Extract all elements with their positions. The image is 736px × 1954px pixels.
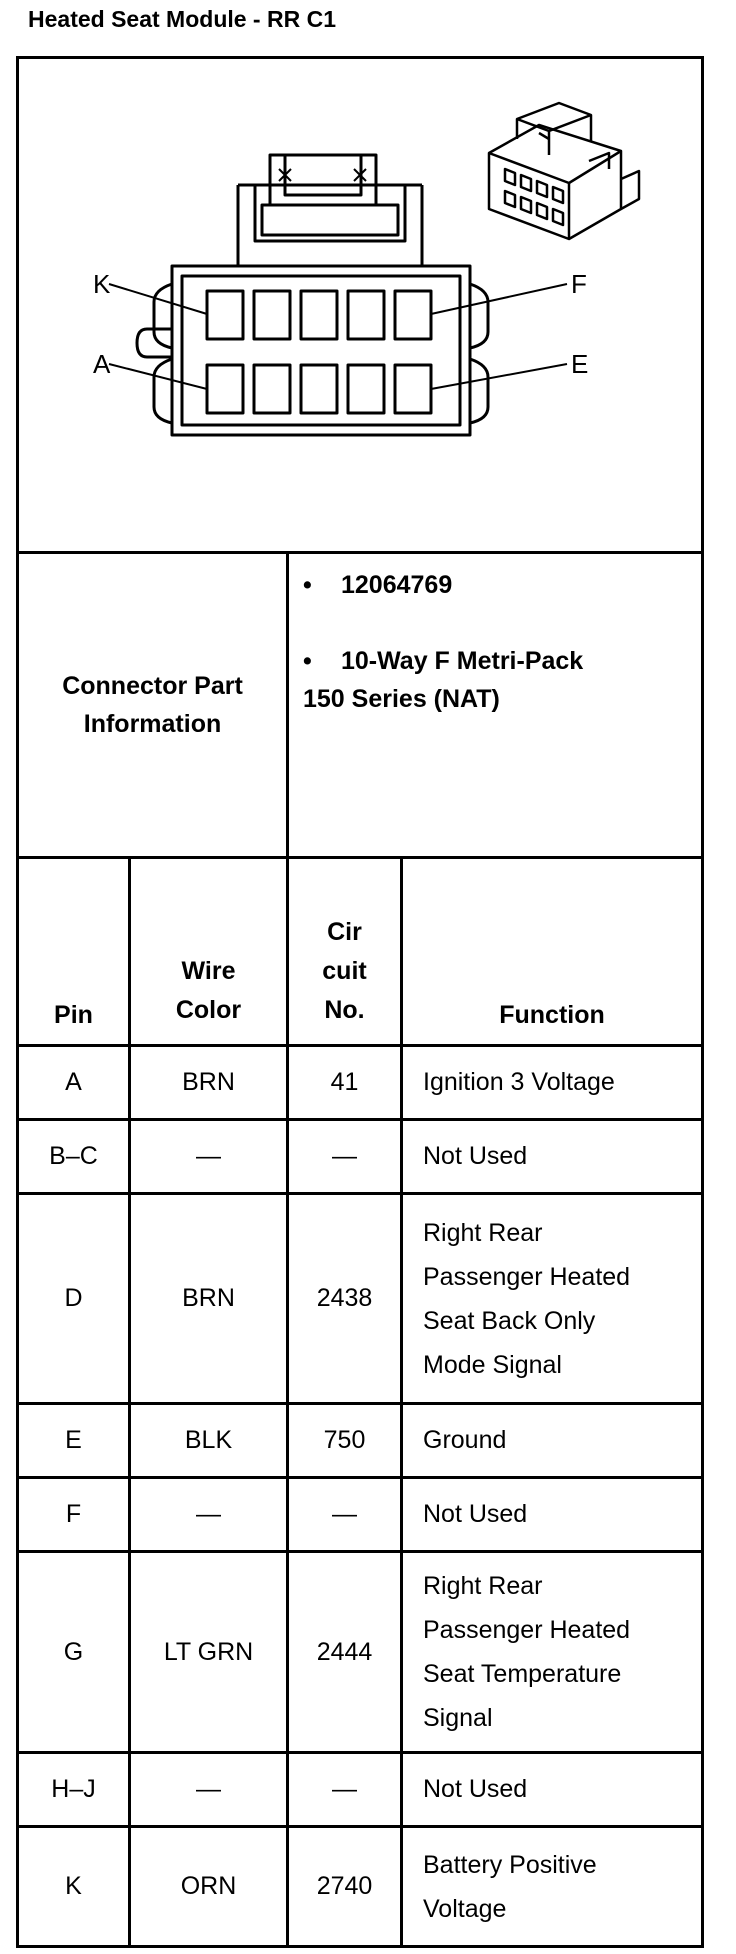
connector-drawing bbox=[19, 59, 701, 552]
table-cell-pin: E bbox=[65, 1426, 82, 1454]
pin-label-f: F bbox=[571, 269, 587, 299]
connector-info-list bbox=[303, 566, 583, 718]
table-cell-circuit: — bbox=[332, 1142, 357, 1170]
pin-label-k: K bbox=[93, 269, 111, 299]
pin-label-e: E bbox=[571, 349, 589, 379]
table-cell-function: Not Used bbox=[423, 1775, 528, 1803]
table-cell-pin: A bbox=[65, 1068, 82, 1096]
table-cell-circuit: 750 bbox=[323, 1426, 366, 1454]
table-cell-circuit: 2444 bbox=[316, 1637, 373, 1666]
table-cell-pin: K bbox=[65, 1872, 82, 1900]
table-cell-pin: D bbox=[64, 1284, 83, 1312]
header-function: Function bbox=[499, 1001, 605, 1029]
table-cell-circuit: — bbox=[332, 1775, 357, 1803]
connector-info-item: • 12064769 bbox=[303, 571, 453, 599]
table-cell-function: Right Rear Passenger Heated Seat Back Only Mode Signal bbox=[423, 1218, 631, 1379]
header-wire-color: Wire Color bbox=[175, 957, 242, 1024]
table-cell-circuit: 2438 bbox=[316, 1284, 373, 1312]
table-cell-color: BRN bbox=[182, 1068, 235, 1096]
table-cell-circuit: — bbox=[332, 1500, 357, 1528]
table-cell-function: Battery Positive Voltage bbox=[423, 1850, 597, 1923]
page-title: Heated Seat Module - RR C1 bbox=[28, 6, 336, 32]
frame-right-border bbox=[701, 56, 704, 1948]
table-cell-color: — bbox=[196, 1142, 221, 1170]
connector-info-label: Connector Part Information bbox=[62, 672, 243, 738]
table-cell-color: — bbox=[196, 1775, 221, 1803]
table-cell-circuit: 41 bbox=[330, 1068, 359, 1096]
connector-type: 10-Way F Metri-Pack 150 Series (NAT) bbox=[303, 647, 584, 713]
table-cell-pin: H–J bbox=[51, 1775, 96, 1803]
header-circuit-no: Cir cuit No. bbox=[322, 918, 367, 1024]
part-number: 12064769 bbox=[341, 571, 453, 599]
table-cell-pin: B–C bbox=[49, 1142, 98, 1170]
pin-label-a: A bbox=[93, 349, 111, 379]
info-column-divider bbox=[286, 551, 289, 859]
table-cell-color: BLK bbox=[184, 1426, 233, 1454]
frame-bottom-border bbox=[16, 1945, 704, 1948]
header-pin: Pin bbox=[54, 1001, 93, 1029]
table-cell-function: Right Rear Passenger Heated Seat Temperature Signal bbox=[423, 1572, 631, 1732]
connector-diagram bbox=[19, 59, 701, 552]
table-cell-pin: F bbox=[65, 1500, 82, 1528]
table-cell-color: BRN bbox=[182, 1284, 235, 1312]
table-cell-color: ORN bbox=[180, 1872, 237, 1900]
connector-info-item: • 10-Way F Metri-Pack 150 Series (NAT) bbox=[303, 642, 583, 718]
table-cell-function: Ignition 3 Voltage bbox=[423, 1068, 615, 1096]
table-cell-color: LT GRN bbox=[163, 1637, 254, 1666]
table-cell-color: — bbox=[196, 1500, 221, 1528]
table-cell-function: Not Used bbox=[423, 1142, 528, 1170]
table-cell-function: Ground bbox=[423, 1426, 507, 1454]
table-cell-function: Not Used bbox=[423, 1500, 528, 1528]
table-cell-pin: G bbox=[63, 1637, 84, 1666]
table-cell-circuit: 2740 bbox=[316, 1872, 373, 1900]
